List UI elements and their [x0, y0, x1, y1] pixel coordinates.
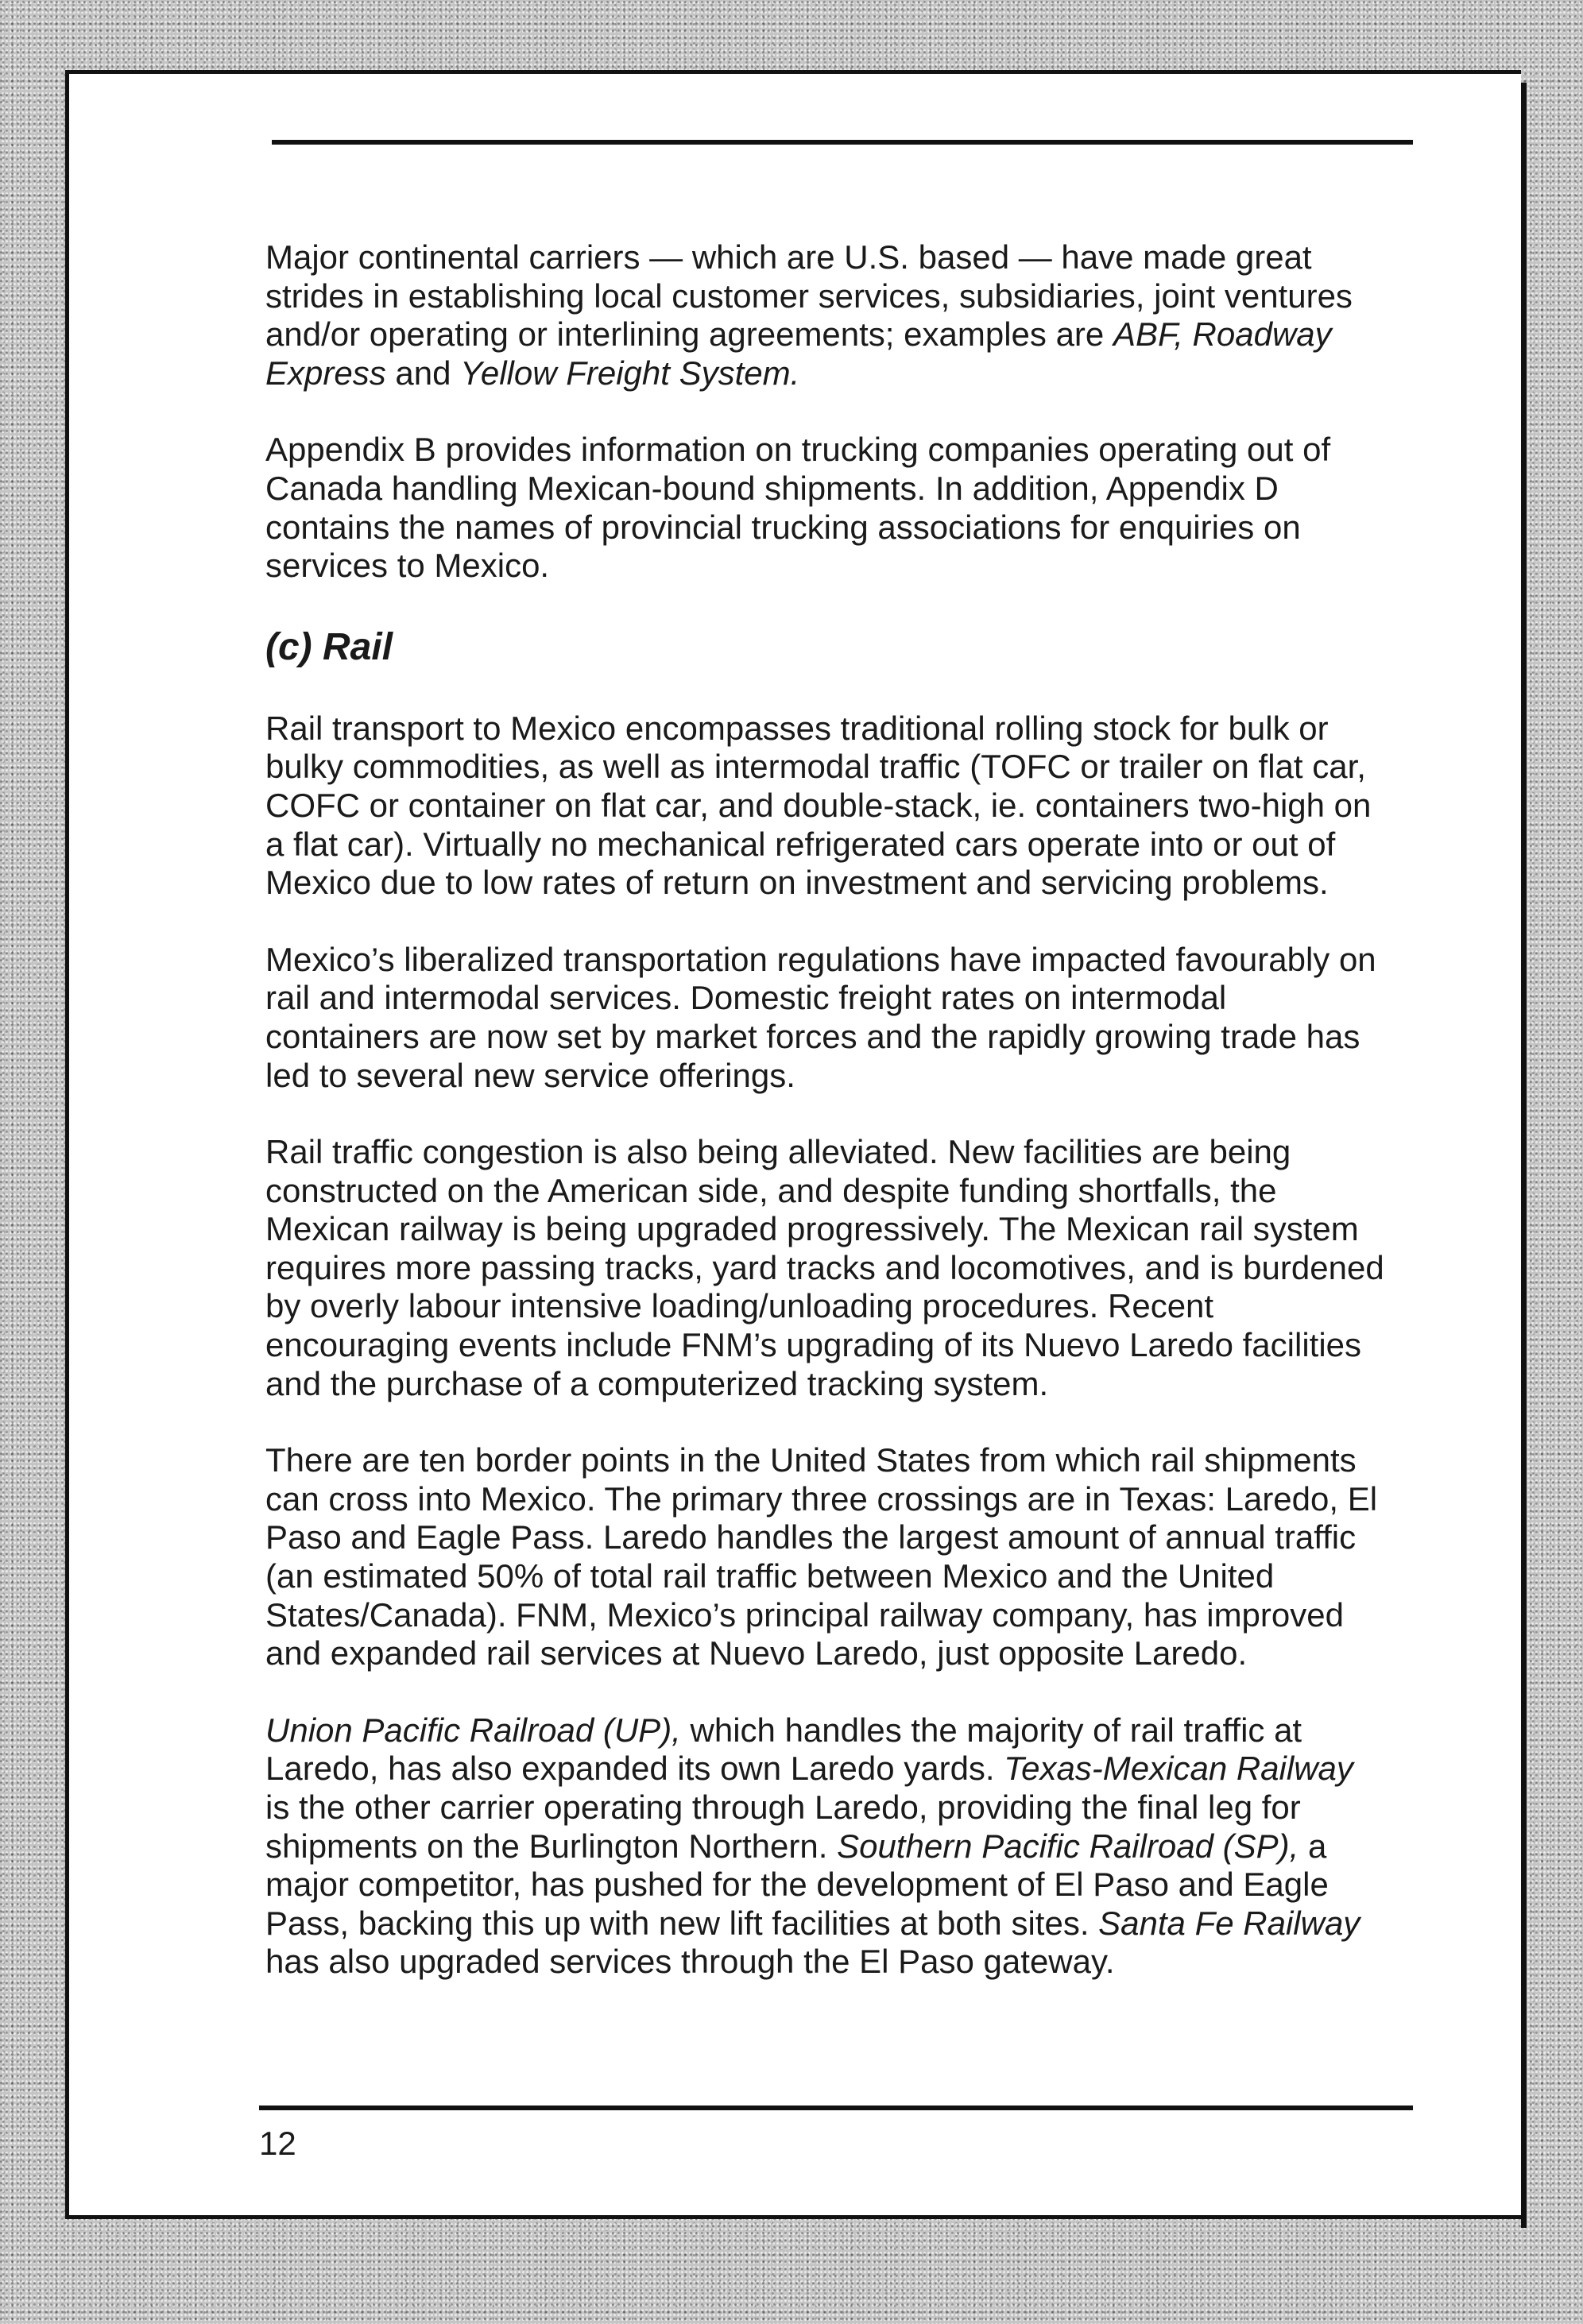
- text-run: a major competitor, has pushed for the development of El Paso and Eagle Pass, backing this up with new lift facilities at both sites.: [265, 1827, 1329, 1942]
- italic-name-run: ABF, Roadway Express: [265, 315, 1332, 392]
- text-run: has also upgraded services through the El Paso gateway.: [265, 1943, 1115, 1981]
- italic-name-run: Union Pacific Railroad (UP),: [265, 1711, 681, 1749]
- text-run: and: [385, 354, 461, 392]
- italic-name-run: Southern Pacific Railroad (SP),: [837, 1827, 1299, 1865]
- text-run: Rail transport to Mexico encompasses traditional rolling stock for bulk or bulky commodities, as well as intermodal traffic (TOFC or trailer on flat car, COFC or container on flat car, and double-stack, ie. containers two-high on a flat car). Virtually no mechanical refrigerated cars operate into or out of Mexico due to low rates of return on investment and servicing problems.: [265, 709, 1372, 902]
- page-right-edge: [1521, 83, 1527, 2228]
- header-rule: [272, 140, 1413, 145]
- italic-name-run: Texas-Mexican Railway: [1004, 1750, 1353, 1788]
- text-run: Appendix B provides information on trucking companies operating out of Canada handling Mexican-bound shipments. In addition, Appendix D contains the names of provincial trucking associations for enquiries on services to Mexico.: [265, 431, 1331, 585]
- text-run: There are ten border points in the United States from which rail shipments can cross into Mexico. The primary three crossings are in Texas: Laredo, El Paso and Eagle Pass. Laredo handles the largest amount of annual traffic (an estimated 50% of total rail traffic between Mexico and the United States/Canada). FNM, Mexico’s principal railway company, has improved and expanded rail services at Nuevo Laredo, just opposite Laredo.: [265, 1441, 1378, 1672]
- section-heading-rail: (c) Rail: [265, 625, 393, 668]
- text-run: Mexico’s liberalized transportation regulations have impacted favourably on rail and intermodal services. Domestic freight rates on intermodal containers are now set by market forces and the rapidly growing trade has led to several new service offerings.: [265, 940, 1376, 1094]
- italic-name-run: Santa Fe Railway: [1098, 1904, 1360, 1942]
- paragraph-regulations: [265, 941, 1426, 1095]
- text-run: which handles the majority of rail traffic at Laredo, has also expanded its own Laredo yards.: [265, 1711, 1302, 1788]
- italic-name-run: Yellow Freight System.: [460, 354, 800, 392]
- paragraph-railroads: [265, 1711, 1426, 1982]
- paragraph-appendix-b: [265, 431, 1426, 585]
- text-run: Major continental carriers — which are U.S. based — have made great strides in establishing local customer services, subsidiaries, joint ventures and/or operating or interlining agreements; examples are: [265, 238, 1353, 354]
- page-number: 12: [259, 2125, 296, 2162]
- page-content: [265, 238, 1426, 2020]
- paragraph-trucking-carriers: [265, 238, 1426, 392]
- paragraph-border-points: [265, 1441, 1426, 1673]
- text-run: is the other carrier operating through Laredo, providing the final leg for shipments on the Burlington Northern.: [265, 1788, 1301, 1865]
- text-run: Rail traffic congestion is also being alleviated. New facilities are being constructed on the American side, and despite funding shortfalls, the Mexican railway is being upgraded progressively. The Mexican rail system requires more passing tracks, yard tracks and locomotives, and is burdened by overly labour intensive loading/unloading procedures. Recent encouraging events include FNM’s upgrading of its Nuevo Laredo facilities and the purchase of a computerized tracking system.: [265, 1133, 1384, 1402]
- paragraph-rail-transport: [265, 710, 1426, 903]
- footer-rule: [259, 2106, 1413, 2110]
- paragraph-congestion: [265, 1133, 1426, 1403]
